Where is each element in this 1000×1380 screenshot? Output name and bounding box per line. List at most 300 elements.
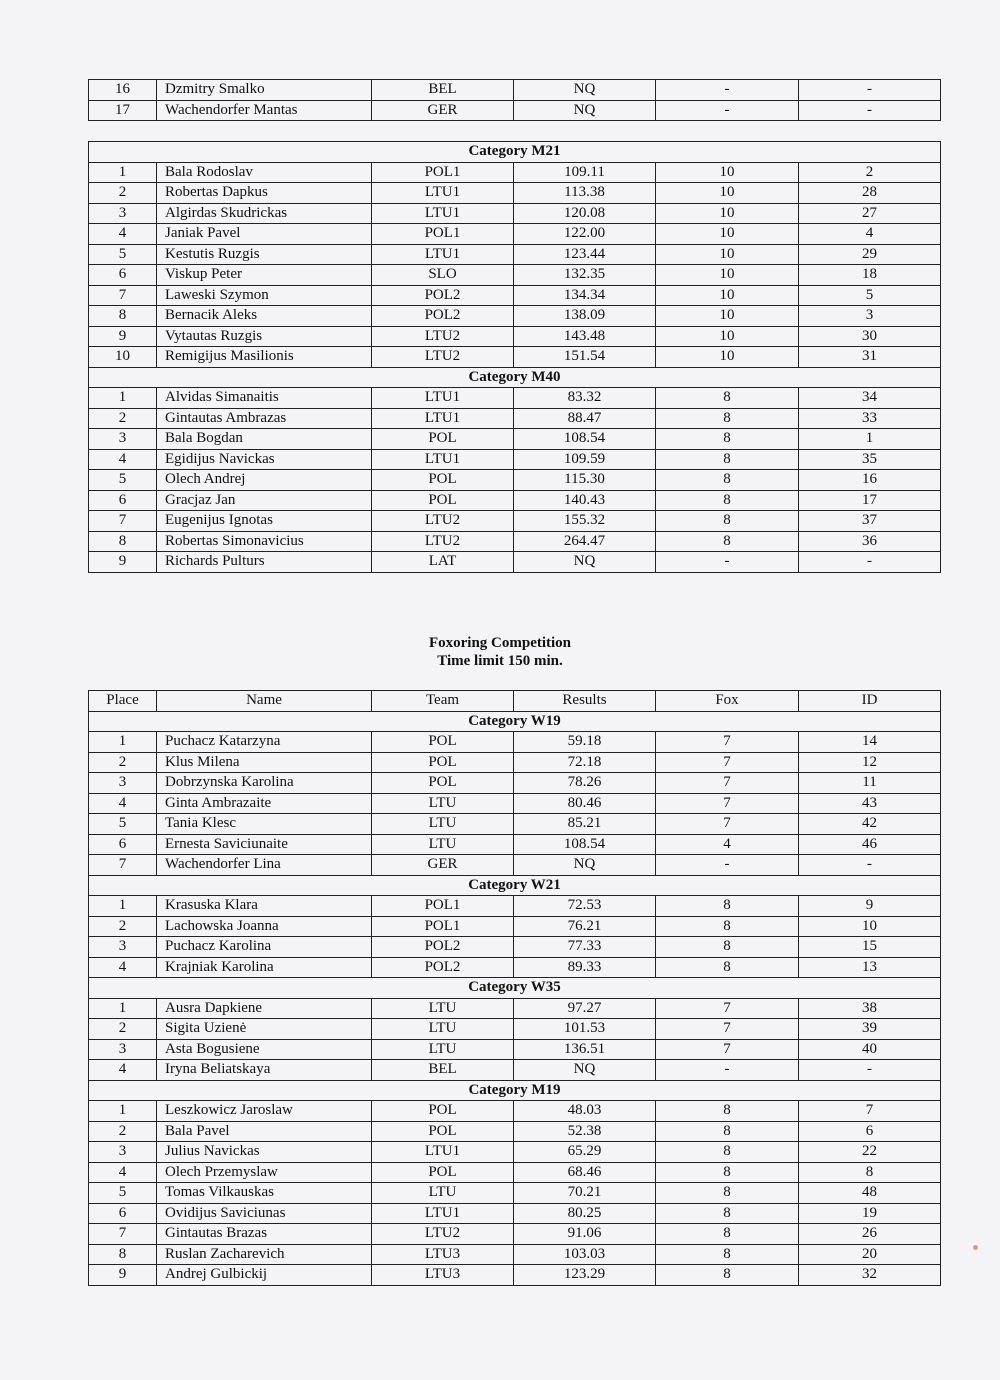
table-row <box>89 1039 941 1060</box>
cell-fox: 4 <box>656 834 799 855</box>
cell-place: 1 <box>89 1101 157 1122</box>
cell-team: LTU1 <box>372 183 514 204</box>
cell-place: 4 <box>89 449 157 470</box>
cell-result: 77.33 <box>514 937 656 958</box>
cell-place: 17 <box>89 100 157 121</box>
cell-fox: 8 <box>656 1265 799 1286</box>
cell-result: 65.29 <box>514 1142 656 1163</box>
col-header-team: Team <box>372 691 514 712</box>
cell-place: 8 <box>89 306 157 327</box>
table-row <box>89 957 941 978</box>
table-row <box>89 531 941 552</box>
category-row <box>89 367 941 388</box>
cell-name: Gracjaz Jan <box>157 490 372 511</box>
cell-team: LTU2 <box>372 531 514 552</box>
cell-result: NQ <box>514 855 656 876</box>
cell-name: Laweski Szymon <box>157 285 372 306</box>
cell-team: POL1 <box>372 162 514 183</box>
cell-result: 132.35 <box>514 265 656 286</box>
table-row <box>89 490 941 511</box>
cell-place: 8 <box>89 1244 157 1265</box>
category-heading: Category M21 <box>89 142 941 163</box>
cell-team: GER <box>372 855 514 876</box>
table-row <box>89 244 941 265</box>
table-header-row <box>89 691 941 712</box>
cell-name: Wachendorfer Lina <box>157 855 372 876</box>
cell-result: NQ <box>514 552 656 573</box>
cell-result: NQ <box>514 1060 656 1081</box>
cell-result: 109.59 <box>514 449 656 470</box>
competition-title: Foxoring Competition <box>428 635 572 651</box>
table-row <box>89 896 941 917</box>
cell-place: 9 <box>89 1265 157 1286</box>
cell-name: Lachowska Joanna <box>157 916 372 937</box>
cell-place: 2 <box>89 916 157 937</box>
cell-id: 46 <box>799 834 941 855</box>
cell-result: 83.32 <box>514 388 656 409</box>
col-header-name: Name <box>157 691 372 712</box>
table-row <box>89 1244 941 1265</box>
cell-result: 80.25 <box>514 1203 656 1224</box>
cell-id: 29 <box>799 244 941 265</box>
cell-team: LTU1 <box>372 408 514 429</box>
cell-result: 120.08 <box>514 203 656 224</box>
table-row <box>89 1203 941 1224</box>
cell-place: 2 <box>89 1019 157 1040</box>
cell-id: 3 <box>799 306 941 327</box>
cell-id: 6 <box>799 1121 941 1142</box>
cell-fox: 10 <box>656 347 799 368</box>
foxoring-results-table <box>88 690 941 1286</box>
cell-id: 12 <box>799 752 941 773</box>
cell-name: Wachendorfer Mantas <box>157 100 372 121</box>
cell-team: BEL <box>372 1060 514 1081</box>
cell-id: 10 <box>799 916 941 937</box>
table-row <box>89 224 941 245</box>
cell-id: - <box>799 1060 941 1081</box>
category-row <box>89 711 941 732</box>
cell-fox: 10 <box>656 162 799 183</box>
cell-id: - <box>799 100 941 121</box>
cell-place: 5 <box>89 814 157 835</box>
cell-team: LTU <box>372 793 514 814</box>
cell-fox: 10 <box>656 285 799 306</box>
cell-place: 1 <box>89 388 157 409</box>
cell-id: 1 <box>799 429 941 450</box>
cell-fox: 7 <box>656 752 799 773</box>
cell-result: 48.03 <box>514 1101 656 1122</box>
cell-team: BEL <box>372 80 514 101</box>
cell-team: LTU3 <box>372 1265 514 1286</box>
cell-team: POL <box>372 732 514 753</box>
table-row <box>89 773 941 794</box>
table-row <box>89 265 941 286</box>
cell-place: 2 <box>89 408 157 429</box>
col-header-results: Results <box>514 691 656 712</box>
cell-id: 40 <box>799 1039 941 1060</box>
cell-place: 16 <box>89 80 157 101</box>
cell-name: Ausra Dapkiene <box>157 998 372 1019</box>
cell-team: LTU1 <box>372 1203 514 1224</box>
cell-fox: 8 <box>656 916 799 937</box>
cell-fox: 8 <box>656 1162 799 1183</box>
cell-name: Klus Milena <box>157 752 372 773</box>
cell-team: POL <box>372 1101 514 1122</box>
table-row <box>89 470 941 491</box>
cell-id: 8 <box>799 1162 941 1183</box>
cell-result: 123.44 <box>514 244 656 265</box>
cell-team: POL <box>372 773 514 794</box>
cell-id: 22 <box>799 1142 941 1163</box>
cell-result: 80.46 <box>514 793 656 814</box>
cell-id: 39 <box>799 1019 941 1040</box>
cell-team: POL <box>372 490 514 511</box>
cell-fox: 8 <box>656 408 799 429</box>
table-row <box>89 1183 941 1204</box>
category-row <box>89 978 941 999</box>
time-limit-label: Time limit 150 min. <box>437 653 563 669</box>
cell-place: 3 <box>89 937 157 958</box>
table-row <box>89 306 941 327</box>
cell-team: POL2 <box>372 937 514 958</box>
cell-id: 7 <box>799 1101 941 1122</box>
cell-name: Dzmitry Smalko <box>157 80 372 101</box>
table-row <box>89 80 941 101</box>
cell-name: Sigita Uzienė <box>157 1019 372 1040</box>
cell-place: 3 <box>89 429 157 450</box>
cell-id: 18 <box>799 265 941 286</box>
cell-name: Janiak Pavel <box>157 224 372 245</box>
table-row <box>89 449 941 470</box>
cell-fox: 8 <box>656 429 799 450</box>
table-row <box>89 326 941 347</box>
cell-place: 4 <box>89 224 157 245</box>
cell-place: 2 <box>89 752 157 773</box>
category-heading: Category M40 <box>89 367 941 388</box>
cell-result: NQ <box>514 100 656 121</box>
cell-fox: 8 <box>656 470 799 491</box>
cell-id: - <box>799 552 941 573</box>
cell-place: 2 <box>89 183 157 204</box>
table-row <box>89 855 941 876</box>
cell-place: 1 <box>89 998 157 1019</box>
paper-speck <box>973 1245 978 1250</box>
cell-team: POL1 <box>372 916 514 937</box>
cell-team: POL2 <box>372 957 514 978</box>
cell-team: POL1 <box>372 224 514 245</box>
cell-place: 4 <box>89 1060 157 1081</box>
cell-fox: 10 <box>656 183 799 204</box>
cell-team: POL <box>372 429 514 450</box>
cell-name: Olech Przemyslaw <box>157 1162 372 1183</box>
cell-result: 122.00 <box>514 224 656 245</box>
cell-fox: 8 <box>656 937 799 958</box>
cell-place: 9 <box>89 326 157 347</box>
category-heading: Category M19 <box>89 1080 941 1101</box>
table-row <box>89 1142 941 1163</box>
cell-id: - <box>799 80 941 101</box>
cell-result: 91.06 <box>514 1224 656 1245</box>
cell-id: 31 <box>799 347 941 368</box>
cell-team: POL2 <box>372 285 514 306</box>
cell-name: Vytautas Ruzgis <box>157 326 372 347</box>
cell-fox: 8 <box>656 1224 799 1245</box>
cell-place: 6 <box>89 490 157 511</box>
cell-fox: - <box>656 80 799 101</box>
cell-place: 6 <box>89 834 157 855</box>
cell-team: LTU1 <box>372 388 514 409</box>
cell-name: Krasuska Klara <box>157 896 372 917</box>
cell-name: Kestutis Ruzgis <box>157 244 372 265</box>
cell-team: LTU <box>372 1183 514 1204</box>
cell-place: 6 <box>89 1203 157 1224</box>
cell-name: Bernacik Aleks <box>157 306 372 327</box>
category-row <box>89 875 941 896</box>
cell-team: LTU1 <box>372 203 514 224</box>
cell-fox: 7 <box>656 732 799 753</box>
cell-id: 17 <box>799 490 941 511</box>
cell-team: POL1 <box>372 896 514 917</box>
cell-place: 2 <box>89 1121 157 1142</box>
cell-fox: 10 <box>656 306 799 327</box>
cell-fox: 7 <box>656 814 799 835</box>
cell-place: 7 <box>89 285 157 306</box>
cell-id: 14 <box>799 732 941 753</box>
cell-name: Remigijus Masilionis <box>157 347 372 368</box>
cell-name: Ginta Ambrazaite <box>157 793 372 814</box>
cell-id: 9 <box>799 896 941 917</box>
cell-fox: 8 <box>656 957 799 978</box>
cell-name: Bala Rodoslav <box>157 162 372 183</box>
table-row <box>89 937 941 958</box>
cell-fox: 7 <box>656 793 799 814</box>
cell-place: 5 <box>89 470 157 491</box>
col-header-fox: Fox <box>656 691 799 712</box>
cell-team: LTU3 <box>372 1244 514 1265</box>
cell-fox: 10 <box>656 326 799 347</box>
cell-result: 78.26 <box>514 773 656 794</box>
cell-fox: 7 <box>656 1019 799 1040</box>
cell-place: 4 <box>89 793 157 814</box>
cell-name: Olech Andrej <box>157 470 372 491</box>
cell-id: 37 <box>799 511 941 532</box>
cell-fox: 7 <box>656 1039 799 1060</box>
cell-result: 70.21 <box>514 1183 656 1204</box>
table-row <box>89 511 941 532</box>
cell-result: 108.54 <box>514 834 656 855</box>
cell-fox: - <box>656 100 799 121</box>
cell-place: 4 <box>89 1162 157 1183</box>
cell-team: LTU2 <box>372 347 514 368</box>
cell-place: 6 <box>89 265 157 286</box>
cell-result: 59.18 <box>514 732 656 753</box>
cell-fox: 8 <box>656 1244 799 1265</box>
cell-result: 123.29 <box>514 1265 656 1286</box>
cell-place: 7 <box>89 855 157 876</box>
table-row <box>89 732 941 753</box>
table-row <box>89 1019 941 1040</box>
table-row <box>89 1060 941 1081</box>
cell-place: 9 <box>89 552 157 573</box>
cell-fox: 8 <box>656 531 799 552</box>
cell-id: 34 <box>799 388 941 409</box>
cell-team: POL <box>372 1121 514 1142</box>
cell-result: 151.54 <box>514 347 656 368</box>
cell-place: 1 <box>89 896 157 917</box>
cell-place: 3 <box>89 773 157 794</box>
table-row <box>89 1162 941 1183</box>
cell-result: 88.47 <box>514 408 656 429</box>
cell-id: - <box>799 855 941 876</box>
cell-team: GER <box>372 100 514 121</box>
cell-result: 264.47 <box>514 531 656 552</box>
cell-name: Eugenijus Ignotas <box>157 511 372 532</box>
table-row <box>89 1224 941 1245</box>
cell-team: LTU <box>372 834 514 855</box>
cell-fox: 10 <box>656 265 799 286</box>
cell-fox: 8 <box>656 1101 799 1122</box>
cell-name: Robertas Dapkus <box>157 183 372 204</box>
col-header-id: ID <box>799 691 941 712</box>
cell-id: 26 <box>799 1224 941 1245</box>
cell-id: 2 <box>799 162 941 183</box>
cell-name: Richards Pulturs <box>157 552 372 573</box>
cell-fox: 8 <box>656 1121 799 1142</box>
cell-name: Puchacz Katarzyna <box>157 732 372 753</box>
cell-result: 97.27 <box>514 998 656 1019</box>
cell-name: Tomas Vilkauskas <box>157 1183 372 1204</box>
table-row <box>89 752 941 773</box>
cell-result: 103.03 <box>514 1244 656 1265</box>
cell-team: LTU1 <box>372 1142 514 1163</box>
col-header-place: Place <box>89 691 157 712</box>
cell-fox: 10 <box>656 244 799 265</box>
cell-place: 3 <box>89 1039 157 1060</box>
cell-fox: 10 <box>656 224 799 245</box>
cell-result: 136.51 <box>514 1039 656 1060</box>
cell-name: Julius Navickas <box>157 1142 372 1163</box>
cell-fox: - <box>656 1060 799 1081</box>
table-row <box>89 285 941 306</box>
cell-place: 4 <box>89 957 157 978</box>
cell-result: 143.48 <box>514 326 656 347</box>
cell-id: 11 <box>799 773 941 794</box>
cell-fox: 10 <box>656 203 799 224</box>
cell-place: 1 <box>89 732 157 753</box>
cell-team: POL <box>372 1162 514 1183</box>
table-row <box>89 408 941 429</box>
cell-id: 27 <box>799 203 941 224</box>
cell-id: 15 <box>799 937 941 958</box>
category-heading: Category W19 <box>89 711 941 732</box>
cell-id: 36 <box>799 531 941 552</box>
cell-team: LTU <box>372 814 514 835</box>
table-row <box>89 429 941 450</box>
cell-id: 33 <box>799 408 941 429</box>
cell-name: Leszkowicz Jaroslaw <box>157 1101 372 1122</box>
table-row <box>89 998 941 1019</box>
cell-id: 5 <box>799 285 941 306</box>
cell-id: 35 <box>799 449 941 470</box>
cell-team: LAT <box>372 552 514 573</box>
cell-fox: 8 <box>656 388 799 409</box>
cell-team: POL2 <box>372 306 514 327</box>
table-row <box>89 1265 941 1286</box>
cell-id: 30 <box>799 326 941 347</box>
cell-result: 68.46 <box>514 1162 656 1183</box>
table-row <box>89 834 941 855</box>
cell-result: 109.11 <box>514 162 656 183</box>
cell-place: 10 <box>89 347 157 368</box>
cell-place: 5 <box>89 1183 157 1204</box>
cell-id: 13 <box>799 957 941 978</box>
cell-team: LTU <box>372 1019 514 1040</box>
cell-name: Bala Pavel <box>157 1121 372 1142</box>
cell-team: LTU1 <box>372 244 514 265</box>
cell-id: 32 <box>799 1265 941 1286</box>
cell-fox: 7 <box>656 773 799 794</box>
cell-result: 155.32 <box>514 511 656 532</box>
cell-name: Dobrzynska Karolina <box>157 773 372 794</box>
table-row <box>89 183 941 204</box>
cell-name: Alvidas Simanaitis <box>157 388 372 409</box>
cell-team: LTU2 <box>372 326 514 347</box>
cell-result: 72.53 <box>514 896 656 917</box>
results-table-m21-m40 <box>88 141 941 573</box>
cell-result: 134.34 <box>514 285 656 306</box>
table-row <box>89 203 941 224</box>
cell-name: Iryna Beliatskaya <box>157 1060 372 1081</box>
table-row <box>89 916 941 937</box>
table-row <box>89 814 941 835</box>
cell-result: 101.53 <box>514 1019 656 1040</box>
cell-result: 85.21 <box>514 814 656 835</box>
cell-name: Puchacz Karolina <box>157 937 372 958</box>
cell-place: 8 <box>89 531 157 552</box>
cell-team: LTU1 <box>372 449 514 470</box>
cell-id: 28 <box>799 183 941 204</box>
cell-id: 19 <box>799 1203 941 1224</box>
cell-result: 115.30 <box>514 470 656 491</box>
cell-team: SLO <box>372 265 514 286</box>
table-row <box>89 552 941 573</box>
cell-name: Gintautas Ambrazas <box>157 408 372 429</box>
cell-result: 113.38 <box>514 183 656 204</box>
cell-name: Gintautas Brazas <box>157 1224 372 1245</box>
cell-name: Viskup Peter <box>157 265 372 286</box>
cell-team: POL <box>372 470 514 491</box>
cell-result: 76.21 <box>514 916 656 937</box>
cell-fox: 8 <box>656 511 799 532</box>
cell-name: Andrej Gulbickij <box>157 1265 372 1286</box>
cell-result: 89.33 <box>514 957 656 978</box>
cell-fox: 8 <box>656 449 799 470</box>
table-row <box>89 100 941 121</box>
cell-result: 108.54 <box>514 429 656 450</box>
category-row <box>89 142 941 163</box>
cell-result: 138.09 <box>514 306 656 327</box>
cell-id: 48 <box>799 1183 941 1204</box>
cell-fox: - <box>656 855 799 876</box>
cell-id: 42 <box>799 814 941 835</box>
cell-fox: 7 <box>656 998 799 1019</box>
cell-fox: 8 <box>656 1203 799 1224</box>
cell-name: Krajniak Karolina <box>157 957 372 978</box>
table-row <box>89 1101 941 1122</box>
cell-result: 52.38 <box>514 1121 656 1142</box>
cell-id: 20 <box>799 1244 941 1265</box>
cell-name: Algirdas Skudrickas <box>157 203 372 224</box>
